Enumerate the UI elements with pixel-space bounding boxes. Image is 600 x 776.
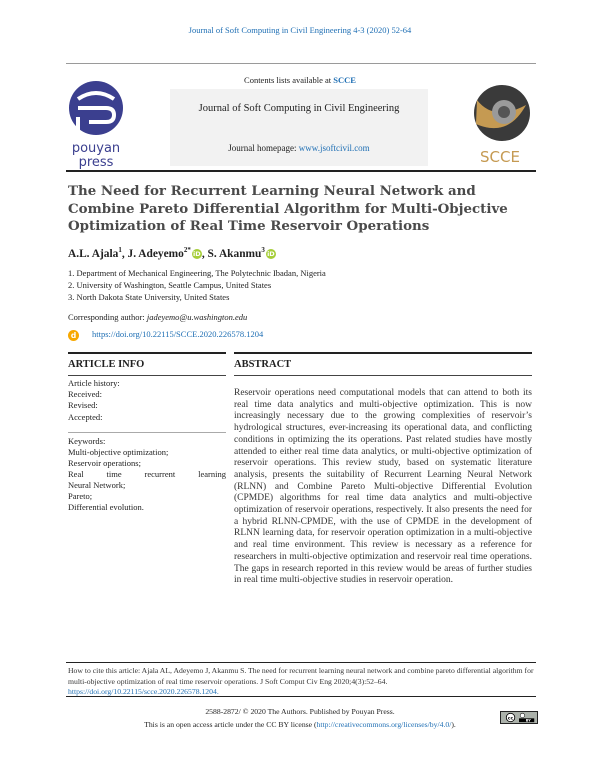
doi-link[interactable]: https://doi.org/10.22115/SCCE.2020.226578.1204 xyxy=(92,329,264,339)
cc-by-badge[interactable] xyxy=(500,711,538,724)
keywords xyxy=(68,436,226,513)
homepage-link[interactable]: www.jsoftcivil.com xyxy=(298,143,370,153)
license-suffix: ). xyxy=(451,720,456,729)
accepted-label: Accepted: xyxy=(68,411,103,422)
keywords-label: Keywords: xyxy=(68,436,106,446)
abstract-body: Reservoir operations need computational models that can attend to both its real time data analytics and multi-objective optimization. This is now increasingly necessary due to the growing complexities of reservoir’s hydrological structures, ever-increasing its operational data, and conflicting conditions in optimizing the its operations. Past related studies have mostly attended to either real time data analytics, or multi-objective optimization of reservoir operations. This review study, based on systematic literature analysis, presents the suitability of Recurrent Learning Neural Network (RLNN) and Combine Pareto Multi-objective Differential Evolution (CPMDE) algorithms for real time data analytics and multi-objective optimization of reservoir operations, respectively. It also presents the need for a hybrid RLNN-CPMDE, with the use of CPMDE in the development of RLNN learning data, for reservoir operation optimization in a multi-objective and real time environment. This review is necessary as a reference for researchers in multi-objective optimization and reservoir real time operations. The gaps in research reported in this review would be areas of further studies in real time multi-objective studies in reservoir operation. xyxy=(234,388,532,586)
author-name: S. Akanmu xyxy=(207,247,262,260)
orcid-icon[interactable]: iD xyxy=(267,249,275,258)
affiliation: 3. North Dakota State University, United States xyxy=(68,292,230,302)
keyword: Real time recurrent learning xyxy=(68,469,226,479)
doi-icon: d xyxy=(68,330,79,341)
article-info-bottom-rule xyxy=(68,375,226,376)
history-label: Article history: xyxy=(68,378,120,388)
journal-name: Journal of Soft Computing in Civil Engineering xyxy=(198,103,400,114)
article-history xyxy=(68,378,120,423)
affiliation: 2. University of Washington, Seattle Campus, United States xyxy=(68,280,272,290)
corresponding-email[interactable]: jadeyemo@u.washington.edu xyxy=(146,312,248,322)
how-to-cite-doi-link[interactable]: https://doi.org/10.22115/scce.2020.226578.1204. xyxy=(68,687,219,696)
author-name: A.L. Ajala xyxy=(68,247,119,260)
how-to-cite xyxy=(68,666,536,698)
person-icon xyxy=(520,713,524,717)
copyright-line: 2588-2872/ © 2020 The Authors. Published by Pouyan Press. xyxy=(205,707,395,716)
revised-label: Revised: xyxy=(68,400,98,411)
scce-logo xyxy=(464,80,536,168)
contents-prefix: Contents lists available at xyxy=(244,75,334,85)
cc-badge-text: cc xyxy=(507,716,514,722)
keyword: Pareto; xyxy=(68,491,93,501)
history-divider xyxy=(68,432,226,433)
journal-header-box xyxy=(170,89,428,166)
how-to-cite-text: How to cite this article: Ajala AL, Adeyemo J, Akanmu S. The need for recurrent learning neural network and combine pareto differential algorithm for multi-objective optimization of real time reservoir operations. J Soft Comput Civ Eng 2020;4(3):52–64. xyxy=(68,666,534,686)
cc-by-text: BY xyxy=(525,718,531,723)
keyword: Multi-objective optimization; xyxy=(68,447,169,457)
orcid-icon[interactable]: iD xyxy=(193,249,201,258)
keyword: Differential evolution. xyxy=(68,502,144,512)
keyword: Neural Network; xyxy=(68,480,126,490)
abstract-bottom-rule xyxy=(234,375,532,376)
journal-homepage-line xyxy=(170,143,428,153)
doi-line xyxy=(68,329,263,341)
affiliations xyxy=(68,267,326,303)
keyword: Reservoir operations; xyxy=(68,458,141,468)
press-logo-text: press xyxy=(78,155,114,170)
homepage-prefix: Journal homepage: xyxy=(228,143,299,153)
header-divider xyxy=(66,170,536,172)
pouyan-press-logo xyxy=(64,78,128,170)
author-affiliation-mark: 3 xyxy=(261,246,265,254)
journal-citation-header: Journal of Soft Computing in Civil Engineering 4-3 (2020) 52-64 xyxy=(188,25,412,35)
footer-top-rule xyxy=(66,662,536,663)
author-affiliation-mark: 2* xyxy=(183,246,191,254)
corresponding-author xyxy=(68,312,247,322)
author-list: A.L. Ajala$^1$, J. Adeyemo$^{2*}$ iD, S. Akanmu$^3$ iD xyxy=(68,246,275,260)
pouyan-logo-text: pouyan xyxy=(71,141,121,156)
affiliation: 1. Department of Mechanical Engineering, The Polytechnic Ibadan, Nigeria xyxy=(68,268,326,278)
footer-bottom-rule xyxy=(66,696,536,697)
article-info-heading: ARTICLE INFO xyxy=(68,359,145,370)
top-divider xyxy=(66,63,536,64)
abstract-top-rule xyxy=(234,352,532,354)
paper-title: The Need for Recurrent Learning Neural Network and Combine Pareto Differential Algorithm for Multi-Objective Optimization of Real Time Reservoir Operations xyxy=(68,183,508,234)
author-affiliation-mark: 1 xyxy=(118,246,122,254)
license-prefix: This is an open access article under the CC BY license ( xyxy=(144,720,317,729)
scce-logo-text: SCCE xyxy=(480,148,520,166)
article-info-top-rule xyxy=(68,352,226,354)
received-label: Received: xyxy=(68,389,102,400)
contents-site-link[interactable]: SCCE xyxy=(333,75,356,85)
author-name: J. Adeyemo xyxy=(127,247,184,260)
abstract-heading: ABSTRACT xyxy=(234,359,292,370)
corresponding-label: Corresponding author: xyxy=(68,312,147,322)
license-link[interactable]: http://creativecommons.org/licenses/by/4.0/ xyxy=(316,720,452,729)
